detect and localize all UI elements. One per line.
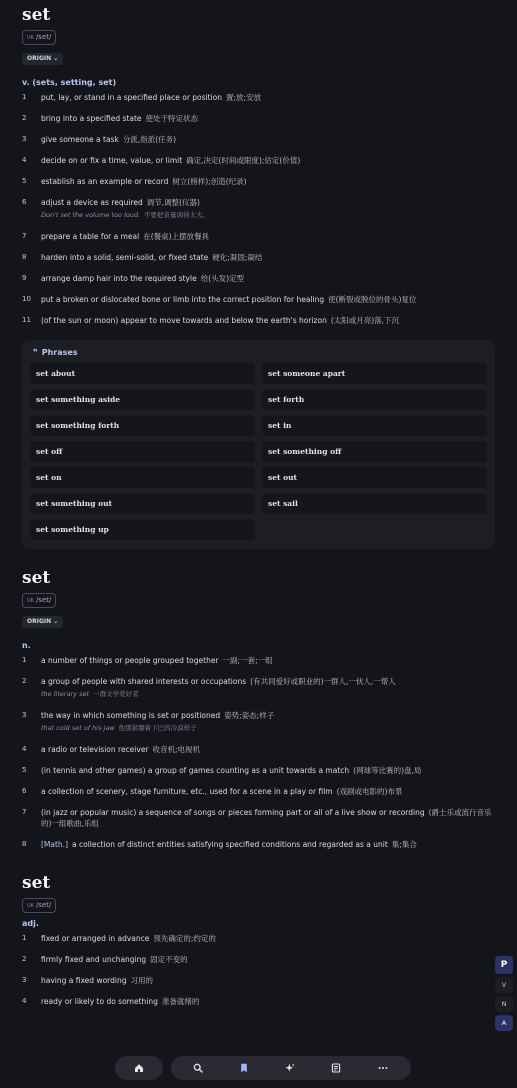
definition-en: firmly fixed and unchanging bbox=[41, 955, 147, 964]
pronunciation-button[interactable] bbox=[22, 593, 56, 608]
definition-en: (in tennis and other games) a group of games counting as a unit towards a match bbox=[41, 766, 350, 775]
definition-cn: 习用的 bbox=[130, 976, 153, 985]
origin-label: ORIGIN bbox=[27, 618, 52, 625]
definition-number: 11 bbox=[22, 316, 31, 324]
definition-cn: 姿势;姿态;样子 bbox=[224, 711, 275, 720]
phonetic-region: UK bbox=[27, 598, 34, 604]
definition-en: establish as an example or record bbox=[41, 177, 169, 186]
definition-cn: 树立(榜样);创造(纪录) bbox=[172, 177, 247, 186]
example-en: that cold set of his jaw bbox=[41, 724, 115, 732]
definition-en: adjust a device as required bbox=[41, 198, 143, 207]
definition-cn: 收音机;电视机 bbox=[152, 745, 201, 754]
definition-number: 9 bbox=[22, 274, 27, 282]
definition bbox=[22, 315, 495, 326]
definition bbox=[22, 155, 495, 166]
example-cn: 一群文学爱好者 bbox=[93, 690, 139, 698]
definition-en: ready or likely to do something bbox=[41, 997, 158, 1006]
definition-number: 1 bbox=[22, 656, 27, 664]
definition bbox=[22, 839, 495, 850]
definition-en: decide on or fix a time, value, or limit bbox=[41, 156, 183, 165]
home-icon bbox=[134, 1063, 144, 1073]
subject-tag: [Math.] bbox=[41, 840, 68, 849]
definition-number: 6 bbox=[22, 198, 27, 206]
example-cn: 不要把音量调得太大。 bbox=[144, 211, 210, 219]
part-of-speech: v. (sets, setting, set) bbox=[22, 78, 117, 87]
phonetic: /set/ bbox=[35, 596, 52, 604]
definition bbox=[22, 954, 495, 965]
definition-en: a collection of scenery, stage furniture, etc., used for a scene in a play or film bbox=[41, 787, 333, 796]
definition-cn: (有共同爱好或职业的)一群人,一伙人,一帮人 bbox=[250, 677, 396, 686]
example-cn: 他那紧绷着下巴的冷漠样子 bbox=[118, 724, 197, 732]
definition-number: 3 bbox=[22, 976, 27, 984]
quote-icon: ❞ bbox=[33, 348, 38, 357]
definition-number: 3 bbox=[22, 135, 27, 143]
phrase-link[interactable]: set something up bbox=[30, 519, 255, 540]
definition-number: 4 bbox=[22, 997, 27, 1005]
definition-en: harden into a solid, semi-solid, or fixed state bbox=[41, 253, 209, 262]
definition-cn: 硬化;凝固;凝结 bbox=[212, 253, 263, 262]
origin-button[interactable] bbox=[22, 616, 63, 628]
search-button[interactable] bbox=[186, 1056, 210, 1080]
definition-number: 8 bbox=[22, 840, 27, 848]
definition-number: 1 bbox=[22, 934, 27, 942]
phonetic-region: UK bbox=[27, 903, 34, 909]
headword: set bbox=[22, 568, 51, 588]
definition bbox=[22, 744, 495, 755]
definition-cn: 调节,调整(仪器) bbox=[146, 198, 200, 207]
definition-number: 5 bbox=[22, 177, 27, 185]
definition bbox=[22, 134, 495, 145]
definition-number: 6 bbox=[22, 787, 27, 795]
phrases-grid bbox=[30, 363, 487, 540]
rail-item-a[interactable]: A bbox=[495, 1015, 513, 1031]
phrase-link[interactable]: set someone apart bbox=[262, 363, 487, 384]
definition-number: 4 bbox=[22, 156, 27, 164]
definition bbox=[22, 807, 495, 829]
bookmark-button[interactable] bbox=[232, 1056, 256, 1080]
sparkle-icon bbox=[285, 1063, 295, 1073]
definition-number: 2 bbox=[22, 677, 27, 685]
definition bbox=[22, 273, 495, 284]
definition-en: a number of things or people grouped together bbox=[41, 656, 219, 665]
phrase-link[interactable]: set out bbox=[262, 467, 487, 488]
definition-en: (of the sun or moon) appear to move towards and below the earth's horizon bbox=[41, 316, 327, 325]
phrase-link[interactable]: set something forth bbox=[30, 415, 255, 436]
definition-cn: (戏剧或电影的)布景 bbox=[336, 787, 403, 796]
phrases-heading bbox=[33, 348, 487, 358]
definition bbox=[22, 92, 495, 103]
definition-cn: 在(餐桌)上摆放餐具 bbox=[143, 232, 210, 241]
definition bbox=[22, 933, 495, 944]
definition bbox=[22, 786, 495, 797]
definition-cn: 一副;一套;一组 bbox=[222, 656, 273, 665]
bookmark-icon bbox=[239, 1063, 249, 1073]
search-icon bbox=[193, 1063, 203, 1073]
definition bbox=[22, 710, 495, 734]
pronunciation-button[interactable] bbox=[22, 30, 56, 45]
entry-adjective bbox=[22, 874, 495, 1007]
pronunciation-button[interactable] bbox=[22, 898, 56, 913]
home-button[interactable] bbox=[127, 1056, 151, 1080]
phrase-link[interactable]: set on bbox=[30, 467, 255, 488]
phrases-title: Phrases bbox=[41, 348, 78, 357]
definition bbox=[22, 765, 495, 776]
definition bbox=[22, 996, 495, 1007]
headword: set bbox=[22, 873, 51, 893]
definition-en: put a broken or dislocated bone or limb into the correct position for healing bbox=[41, 295, 325, 304]
definition-cn: 置;放;安放 bbox=[226, 93, 262, 102]
phrases-panel bbox=[22, 340, 495, 549]
definition bbox=[22, 655, 495, 666]
definition-cn: 准备就绪的 bbox=[161, 997, 200, 1006]
phrase-link[interactable]: set something aside bbox=[30, 389, 255, 410]
more-button[interactable] bbox=[371, 1056, 395, 1080]
definition bbox=[22, 676, 495, 700]
definition-number: 1 bbox=[22, 93, 27, 101]
definition-cn: 集;集合 bbox=[391, 840, 417, 849]
definition-number: 2 bbox=[22, 955, 27, 963]
definition bbox=[22, 197, 495, 221]
phrase-link[interactable]: set in bbox=[262, 415, 487, 436]
example-sentence bbox=[41, 723, 495, 734]
example-en: Don't set the volume too loud. bbox=[41, 211, 141, 219]
phrase-link[interactable]: set about bbox=[30, 363, 255, 384]
definition-en: a radio or television receiver bbox=[41, 745, 149, 754]
definition-en: having a fixed wording bbox=[41, 976, 127, 985]
definition-list bbox=[22, 655, 495, 850]
definition bbox=[22, 113, 495, 124]
phrase-link[interactable]: set something off bbox=[262, 441, 487, 462]
phrase-link[interactable]: set something out bbox=[30, 493, 255, 514]
part-of-speech: adj. bbox=[22, 919, 39, 928]
home-pill bbox=[115, 1056, 163, 1080]
definition-list bbox=[22, 92, 495, 326]
definition bbox=[22, 176, 495, 187]
rail-item-v[interactable]: V bbox=[495, 977, 513, 993]
definition-en: put, lay, or stand in a specified place or position bbox=[41, 93, 223, 102]
definition-number: 2 bbox=[22, 114, 27, 122]
definition-cn: 分派,指派(任务) bbox=[122, 135, 177, 144]
definition-en: give someone a task bbox=[41, 135, 119, 144]
entry-verb bbox=[22, 0, 495, 549]
definition-en: prepare a table for a meal bbox=[41, 232, 140, 241]
bottom-nav bbox=[0, 1056, 517, 1080]
phonetic: /set/ bbox=[35, 33, 52, 41]
more-icon bbox=[378, 1063, 388, 1073]
entry-noun bbox=[22, 569, 495, 850]
phrase-link[interactable]: set sail bbox=[262, 493, 487, 514]
example-sentence bbox=[41, 210, 495, 221]
definition-number: 8 bbox=[22, 253, 27, 261]
definition bbox=[22, 294, 495, 305]
notes-button[interactable] bbox=[324, 1056, 348, 1080]
phrase-link[interactable]: set off bbox=[30, 441, 255, 462]
rail-item-n[interactable]: N bbox=[495, 996, 513, 1012]
example-sentence bbox=[41, 689, 495, 700]
definition bbox=[22, 975, 495, 986]
definition bbox=[22, 252, 495, 263]
part-of-speech: n. bbox=[22, 641, 31, 650]
entry-header bbox=[22, 874, 495, 913]
phrase-link[interactable]: set forth bbox=[262, 389, 487, 410]
definition-number: 3 bbox=[22, 711, 27, 719]
definition-en: a group of people with shared interests or occupations bbox=[41, 677, 247, 686]
ai-button[interactable] bbox=[278, 1056, 302, 1080]
definition-en: (in jazz or popular music) a sequence of songs or pieces forming part or all of a live show or recording bbox=[41, 808, 425, 817]
origin-button[interactable] bbox=[22, 53, 63, 65]
definition-en: fixed or arranged in advance bbox=[41, 934, 150, 943]
definition-en: bring into a specified state bbox=[41, 114, 142, 123]
example-en: the literary set bbox=[41, 690, 90, 698]
definition-cn: (爵士乐或流行音乐的)一组歌曲,乐组 bbox=[41, 808, 492, 828]
origin-label: ORIGIN bbox=[27, 55, 52, 62]
part-of-speech-rail bbox=[495, 956, 513, 1031]
chevron-down-icon: ⌄ bbox=[53, 618, 59, 625]
definition-number: 5 bbox=[22, 766, 27, 774]
notes-icon bbox=[331, 1063, 341, 1073]
chevron-down-icon: ⌄ bbox=[53, 55, 59, 62]
definition-en: the way in which something is set or positioned bbox=[41, 711, 221, 720]
entry-header bbox=[22, 569, 495, 628]
definition-list bbox=[22, 933, 495, 1007]
definition-cn: 确定,决定(时间或限度);估定(价值) bbox=[186, 156, 301, 165]
definition-en: arrange damp hair into the required style bbox=[41, 274, 197, 283]
definition-number: 10 bbox=[22, 295, 31, 303]
definition-cn: 使(断裂或脱位的骨头)复位 bbox=[328, 295, 417, 304]
toolbar-pill bbox=[171, 1056, 411, 1080]
phonetic-region: UK bbox=[27, 35, 34, 41]
phonetic: /set/ bbox=[35, 901, 52, 909]
definition-cn: (太阳或月亮)落,下沉 bbox=[330, 316, 400, 325]
definition-number: 7 bbox=[22, 232, 27, 240]
definition bbox=[22, 231, 495, 242]
definition-cn: 给(头发)定型 bbox=[200, 274, 245, 283]
definition-en: a collection of distinct entities satisfying specified conditions and regarded as a unit bbox=[72, 840, 388, 849]
definition-number: 4 bbox=[22, 745, 27, 753]
definition-cn: 使处于特定状态 bbox=[145, 114, 199, 123]
definition-cn: 预先确定的;约定的 bbox=[153, 934, 216, 943]
entry-header bbox=[22, 0, 495, 65]
definition-number: 7 bbox=[22, 808, 27, 816]
rail-item-p[interactable]: P bbox=[495, 956, 513, 974]
definition-cn: (网球等比赛的)盘,局 bbox=[353, 766, 422, 775]
headword: set bbox=[22, 5, 51, 25]
definition-cn: 固定不变的 bbox=[150, 955, 188, 964]
